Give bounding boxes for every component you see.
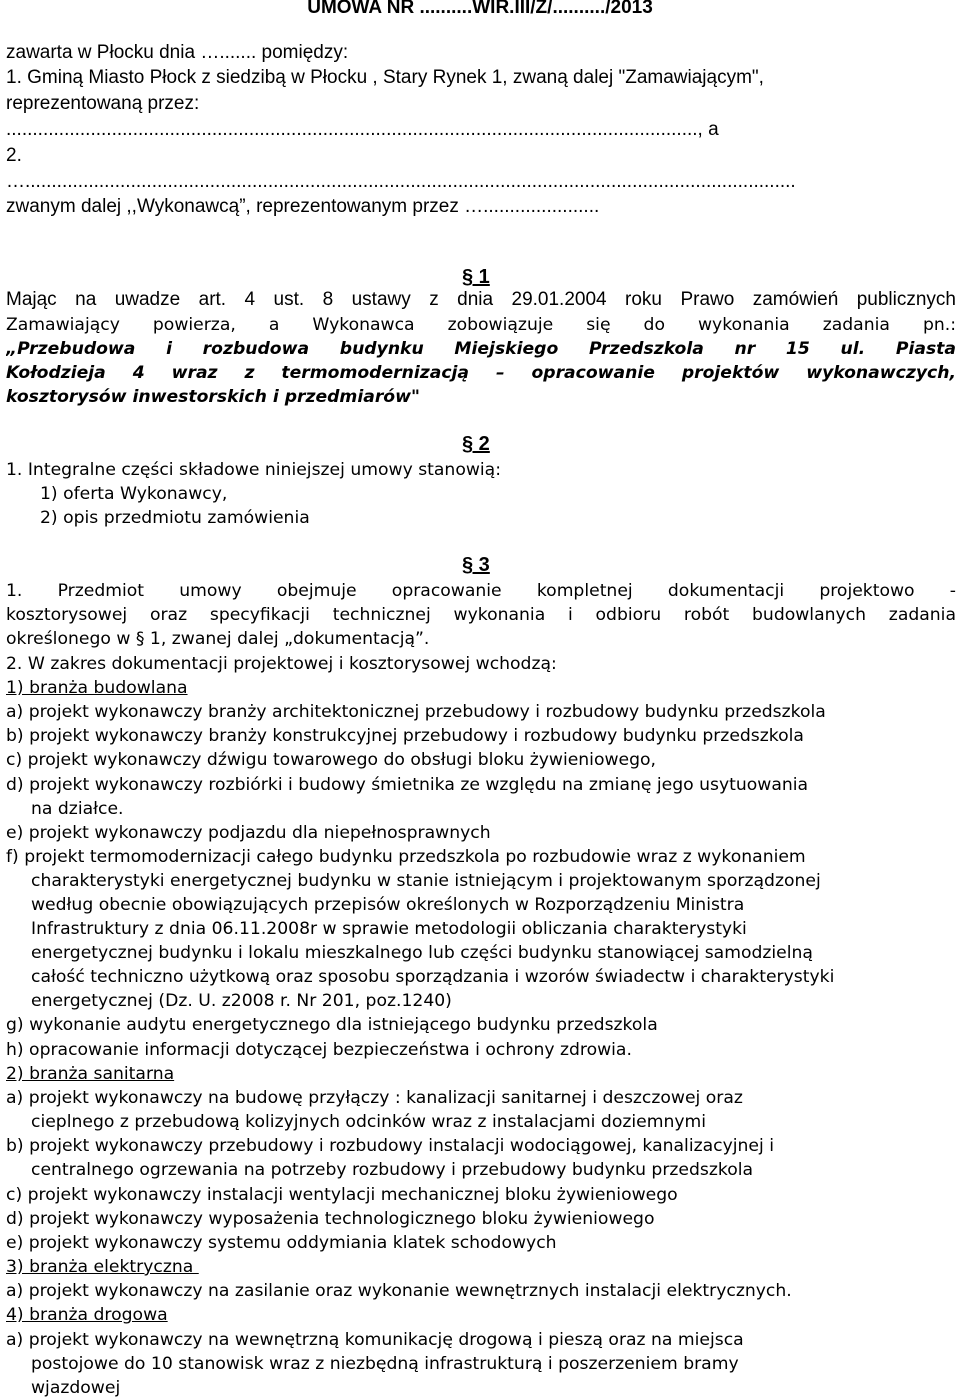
intro-dots-line: ..................................................................................................................................., a — [6, 119, 719, 140]
branch-1-item-f-cont-3: Infrastruktury z dnia 06.11.2008r w sprawie metodologii obliczania charakterystyki — [31, 919, 747, 939]
branch-2-header: 2) branża sanitarna — [6, 1064, 175, 1084]
branch-1-item-f: f) projekt termomodernizacji całego budynku przedszkola po rozbudowie wraz z wykonaniem — [6, 847, 806, 867]
s1-line-1: Mając na uwadze art. 4 ust. 8 ustawy z dnia 29.01.2004 roku Prawo zamówień publicznych — [6, 289, 956, 310]
s2-line-1: 1. Integralne części składowe niniejszej umowy stanowią: — [6, 460, 501, 480]
s3-p1-line-3: określonego w § 1, zwanej dalej „dokumentacją”. — [6, 629, 430, 649]
branch-2-item-b-cont: centralnego ogrzewania na potrzeby rozbudowy i przebudowy budynku przedszkola — [31, 1160, 754, 1180]
branch-2-item-e: e) projekt wykonawczy systemu oddymiania klatek schodowych — [6, 1233, 557, 1253]
branch-2-item-c: c) projekt wykonawczy instalacji wentylacji mechanicznej bloku żywieniowego — [6, 1185, 678, 1205]
branch-4-item-a-cont-1: postojowe do 10 stanowisk wraz z niezbędną infrastrukturą i poszerzeniem bramy — [31, 1354, 739, 1374]
branch-1-item-h: h) opracowanie informacji dotyczącej bezpieczeństwa i ochrony zdrowia. — [6, 1040, 632, 1060]
branch-2-item-a: a) projekt wykonawczy na budowę przyłączy : kanalizacji sanitarnej i deszczowej oraz — [6, 1088, 743, 1108]
branch-1-item-d-cont: na działce. — [31, 799, 124, 819]
branch-2-item-a-cont: cieplnego z przebudową kolizyjnych odcinków wraz z instalacjami doziemnymi — [31, 1112, 707, 1132]
branch-1-item-e: e) projekt wykonawczy podjazdu dla niepełnosprawnych — [6, 823, 491, 843]
branch-1-item-b: b) projekt wykonawczy branży konstrukcyjnej przebudowy i rozbudowy budynku przedszkola — [6, 726, 804, 746]
intro-party-2-dots: ….................................................................................................................................................. — [6, 171, 796, 192]
intro-represented: reprezentowaną przez: — [6, 93, 200, 114]
intro-party-2-number: 2. — [6, 145, 22, 166]
document-title: UMOWA NR ..........WIR.III/Z/........../2013 — [307, 0, 653, 18]
branch-1-header: 1) branża budowlana — [6, 678, 188, 698]
branch-1-item-f-cont-6: energetycznej (Dz. U. z2008 r. Nr 201, poz.1240) — [31, 991, 452, 1011]
s3-p1-line-2: kosztorysowej oraz specyfikacji technicznej wykonania i odbioru robót budowlanych zadania — [6, 605, 956, 625]
section-3-heading: § 3 — [462, 554, 490, 576]
branch-1-item-f-cont-5: całość techniczno użytkową oraz sposobu sporządzania i wzorów świadectw i charakterystyki — [31, 967, 835, 987]
branch-1-item-c: c) projekt wykonawczy dźwigu towarowego do obsługi bloku żywieniowego, — [6, 750, 656, 770]
branch-1-item-f-cont-1: charakterystyki energetycznej budynku w stanie istniejącym i projektowanym sporządzonej — [31, 871, 821, 891]
intro-party-1: 1. Gminą Miasto Płock z siedzibą w Płocku , Stary Rynek 1, zwaną dalej "Zamawiającym", — [6, 67, 764, 88]
branch-2-item-b: b) projekt wykonawczy przebudowy i rozbudowy instalacji wodociągowej, kanalizacyjnej i — [6, 1136, 775, 1156]
branch-2-item-d: d) projekt wykonawczy wyposażenia technologicznego bloku żywieniowego — [6, 1209, 655, 1229]
s1-task-line-1: „Przebudowa i rozbudowa budynku Miejskiego Przedszkola nr 15 ul. Piasta — [6, 339, 956, 359]
section-1-heading: § 1 — [462, 266, 490, 288]
branch-3-item-a: a) projekt wykonawczy na zasilanie oraz wykonanie wewnętrznych instalacji elektrycznych. — [6, 1281, 792, 1301]
branch-1-item-d: d) projekt wykonawczy rozbiórki i budowy śmietnika ze względu na zmianę jego usytuowania — [6, 775, 809, 795]
branch-4-item-a: a) projekt wykonawczy na wewnętrzną komunikację drogową i pieszą oraz na miejsca — [6, 1330, 744, 1350]
branch-1-item-f-cont-2: według obecnie obowiązujących przepisów określonych w Rozporządzeniu Ministra — [31, 895, 745, 915]
branch-1-item-g: g) wykonanie audytu energetycznego dla istniejącego budynku przedszkola — [6, 1015, 658, 1035]
s1-line-2: Zamawiający powierza, a Wykonawca zobowiązuje się do wykonania zadania pn.: — [6, 315, 956, 335]
branch-4-header: 4) branża drogowa — [6, 1305, 168, 1325]
section-2-heading: § 2 — [462, 433, 490, 455]
s2-item-2: 2) opis przedmiotu zamówienia — [40, 508, 310, 528]
branch-1-item-a: a) projekt wykonawczy branży architektonicznej przebudowy i rozbudowy budynku przedszkola — [6, 702, 826, 722]
s2-item-1: 1) oferta Wykonawcy, — [40, 484, 228, 504]
intro-line-date: zawarta w Płocku dnia …....... pomiędzy: — [6, 42, 349, 63]
branch-1-item-f-cont-4: energetycznej budynku i lokalu mieszkalnego lub części budynku stanowiącej samodzielną — [31, 943, 813, 963]
s3-p1-line-1: 1. Przedmiot umowy obejmuje opracowanie kompletnej dokumentacji projektowo - — [6, 581, 956, 601]
branch-4-item-a-cont-2: wjazdowej — [31, 1378, 121, 1398]
branch-3-header: 3) branża elektryczna — [6, 1257, 199, 1277]
intro-contractor: zwanym dalej ,,Wykonawcą”, reprezentowanym przez …...................... — [6, 196, 600, 217]
s1-task-line-2: Kołodzieja 4 wraz z termomodernizacją – opracowanie projektów wykonawczych, — [6, 363, 956, 383]
s1-task-line-3: kosztorysów inwestorskich i przedmiarów" — [6, 387, 420, 407]
s3-p2: 2. W zakres dokumentacji projektowej i kosztorysowej wchodzą: — [6, 654, 557, 674]
